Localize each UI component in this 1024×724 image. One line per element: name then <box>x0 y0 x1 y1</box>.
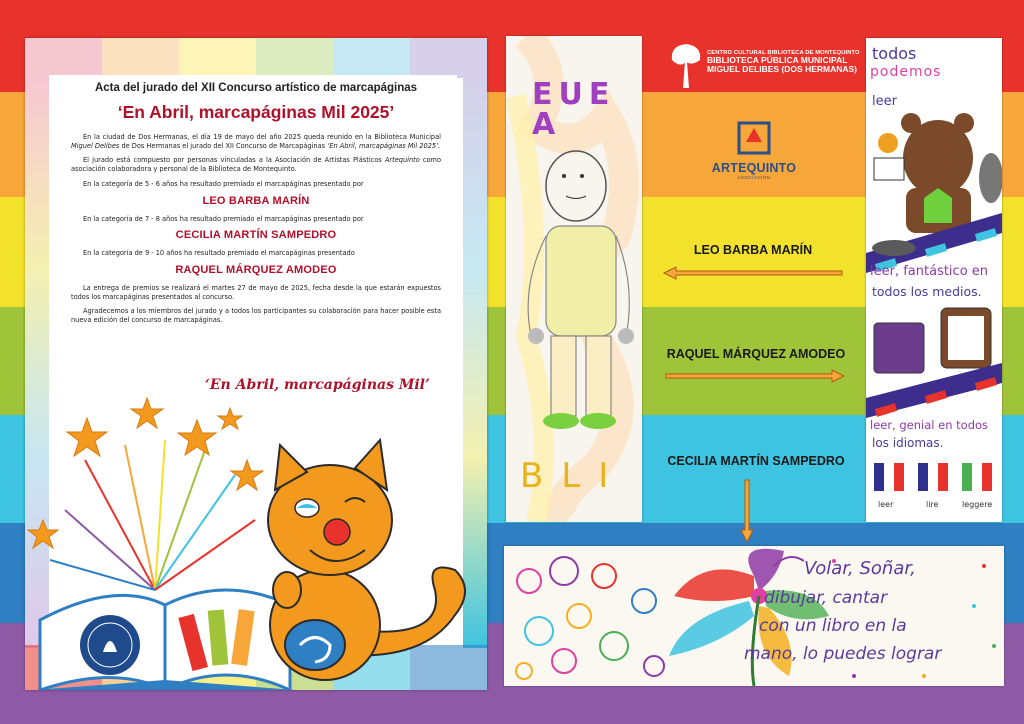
arrow-left-icon <box>662 266 844 280</box>
winner-1: LEO BARBA MARÍN <box>202 194 310 207</box>
library-logo-line-3: MIGUEL DELIBES (DOS HERMANAS) <box>707 64 858 74</box>
bookmark-cecilia-text-2: dibujar, cantar <box>764 588 888 608</box>
paragraph-thanks: Agradecemos a los miembros del jurado y a todos los participantes su colaboración para hacer posible esta nueva edición del concurso de marcapáginas. <box>71 307 441 325</box>
arrow-right-icon <box>664 369 846 383</box>
library-tree-logo-icon <box>668 40 704 90</box>
label-raquel: RAQUEL MÁRQUEZ AMODEO <box>666 347 846 361</box>
flower-dots <box>516 557 664 679</box>
document-text <box>71 82 441 331</box>
label-leo: LEO BARBA MARÍN <box>693 243 813 257</box>
bookmark-raquel-word-2: lire <box>926 500 939 509</box>
bookmark-raquel-text-1: todos <box>872 44 917 63</box>
bookmark-leo <box>506 36 642 522</box>
artequinto-house-icon <box>736 120 772 156</box>
document-top-band <box>25 38 487 78</box>
library-logo-line-2: BIBLIOTECA PÚBLICA MUNICIPAL <box>707 55 848 66</box>
category-3-text: En la categoría de 9 - 10 años ha resultado premiado el marcapáginas presentado <box>83 249 355 258</box>
fireworks-rays <box>50 440 255 590</box>
library-logo-text <box>707 50 860 74</box>
open-book <box>35 590 295 690</box>
arrow-down-icon <box>740 478 754 544</box>
bookmark-leo-letters-bottom: BLI <box>520 456 627 496</box>
bookmark-cecilia-text-3: con un libro en la <box>759 616 907 636</box>
winner-2: CECILIA MARTÍN SAMPEDRO <box>175 229 337 242</box>
bookmark-raquel-text-4: leer, fantástico en <box>870 264 989 279</box>
bookmark-cecilia-text-1: Volar, Soñar, <box>804 558 916 579</box>
artequinto-name: ARTEQUINTO <box>711 161 797 175</box>
bookmark-raquel-text-5: todos los medios. <box>872 284 982 299</box>
star-icons <box>28 398 263 548</box>
document-title: ‘En Abril, marcapáginas Mil 2025’ <box>117 102 395 122</box>
paragraph-jury: El jurado está compuesto por personas vinculadas a la Asociación de Artistas Plásticos Artequinto como asociación colaboradora y personal de la Biblioteca de Montequinto. <box>71 156 441 174</box>
paragraph-meeting: En la ciudad de Dos Hermanas, el día 19 de mayo del año 2025 queda reunido en la Biblioteca Municipal Miguel Delibes de Dos Hermanas el jurado del XII Concurso de Marcapáginas ‘En Abril, marcapáginas Mil 2025’. <box>71 133 441 150</box>
category-1-text: En la categoría de 5 - 6 años ha resultado premiado el marcapáginas presentado por <box>83 179 364 188</box>
bookmark-raquel-text-3: leer <box>872 94 897 109</box>
jury-document <box>25 38 487 690</box>
bookmark-raquel-text-6: leer, genial en todos <box>870 418 989 432</box>
artequinto-logo <box>704 120 804 180</box>
bookmark-raquel-text-2: podemos <box>870 64 942 80</box>
bookmark-cecilia-text-4: mano, lo puedes lograr <box>744 644 942 664</box>
bookmark-raquel <box>866 38 1002 522</box>
document-slogan: ‘En Abril, marcapáginas Mil’ <box>205 377 430 393</box>
cat-icon <box>268 440 465 680</box>
bookmark-leo-letters-top: EUEA <box>532 77 616 142</box>
bookmark-raquel-word-1: leer <box>878 500 894 509</box>
bookmark-cecilia-drawing <box>504 546 1004 686</box>
artequinto-subtitle: ASOCIACIÓN <box>737 175 771 180</box>
winner-3: RAQUEL MÁRQUEZ AMODEO <box>175 263 337 276</box>
category-2-text: En la categoría de 7 - 8 años ha resultado premiado el marcapáginas presentado por <box>83 214 364 223</box>
paragraph-awards: La entrega de premios se realizará el martes 27 de mayo de 2025, fecha desde la que estarán expuestos todos los marcapáginas presentados al concurso. <box>71 283 441 301</box>
label-cecilia: CECILIA MARTÍN SAMPEDRO <box>667 454 845 468</box>
document-heading: Acta del jurado del XII Concurso artístico de marcapáginas <box>94 82 418 94</box>
library-logo-line-1: CENTRO CULTURAL BIBLIOTECA DE MONTEQUINTO <box>707 50 860 56</box>
bookmark-raquel-text-7: los idiomas. <box>872 436 944 450</box>
bookmark-cecilia <box>504 546 1004 686</box>
bookmark-raquel-word-3: leggere <box>962 500 993 509</box>
cat-and-book-illustration <box>25 390 487 690</box>
